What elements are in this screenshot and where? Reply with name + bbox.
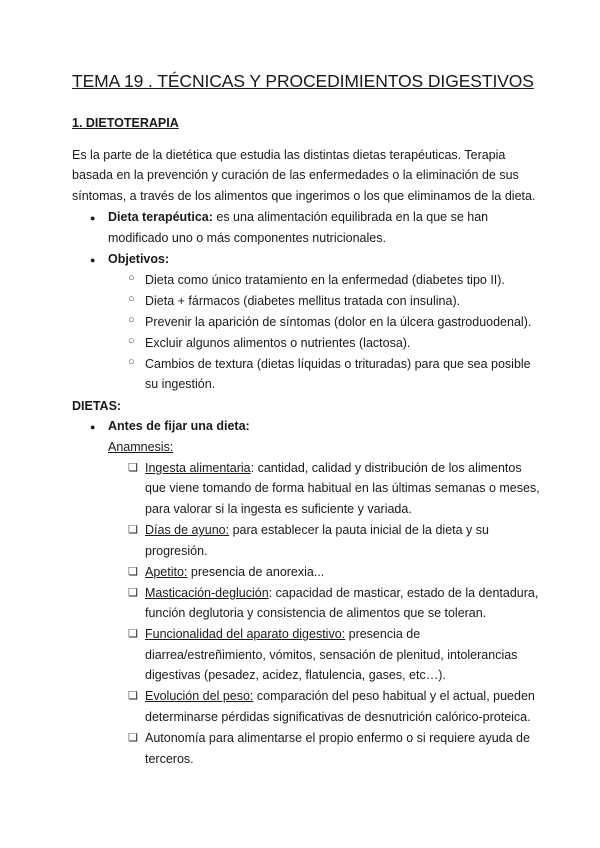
- objetivo-item: Dieta como único tratamiento en la enfermedad (diabetes tipo II).: [145, 273, 505, 287]
- item-cont: digestivas (pesadez, acidez, flatulencia, gases, etc…).: [145, 668, 446, 682]
- bullet-circle: ○: [128, 293, 135, 305]
- item-term: Evolución del peso:: [145, 689, 254, 703]
- objetivo-item: Cambios de textura (dietas líquidas o trituradas) para que sea posible: [145, 357, 531, 371]
- bullet-dot: ●: [90, 422, 96, 432]
- item-cont: función deglutoria y consistencia de alimentos que se toleran.: [145, 606, 487, 620]
- item-term: Apetito:: [145, 565, 188, 579]
- antes-label: Antes de fijar una dieta:: [108, 419, 250, 433]
- bullet-square: ❏: [128, 566, 138, 578]
- item-term: Masticación-deglución: [145, 586, 269, 600]
- bullet-square: ❏: [128, 587, 138, 599]
- item-cont: que viene tomando de forma habitual en las últimas semanas o meses,: [145, 481, 540, 495]
- list-item-cont: modificado uno o más componentes nutricionales.: [108, 231, 386, 245]
- bullet-square: ❏: [128, 690, 138, 702]
- item-term: Funcionalidad del aparato digestivo:: [145, 627, 346, 641]
- objetivo-item: Prevenir la aparición de síntomas (dolor en la úlcera gastroduodenal).: [145, 315, 532, 329]
- item-cont: progresión.: [145, 544, 208, 558]
- item-text: : cantidad, calidad y distribución de los alimentos: [250, 461, 522, 475]
- objetivo-item: Dieta + fármacos (diabetes mellitus tratada con insulina).: [145, 294, 461, 308]
- anamnesis-item: Autonomía para alimentarse el propio enfermo o si requiere ayuda de: [145, 731, 530, 745]
- item-cont: diarrea/estreñimiento, vómitos, sensación de plenitud, intolerancias: [145, 648, 518, 662]
- intro-line: Es la parte de la dietética que estudia las distintas dietas terapéuticas. Terapia: [72, 148, 506, 162]
- term: Dieta terapéutica:: [108, 210, 213, 224]
- objetivo-item: Excluir algunos alimentos o nutrientes (lactosa).: [145, 336, 411, 350]
- item-text: para establecer la pauta inicial de la dieta y su: [229, 523, 489, 537]
- bullet-circle: ○: [128, 314, 135, 326]
- anamnesis-label: Anamnesis:: [108, 440, 174, 454]
- definition: es una alimentación equilibrada en la que se han: [212, 210, 489, 224]
- objetivos-label: Objetivos:: [108, 252, 170, 266]
- anamnesis-item: [145, 523, 489, 537]
- item-cont: terceros.: [145, 752, 194, 766]
- item-cont: para valorar si la ingesta es suficiente y variada.: [145, 502, 412, 516]
- list-item: [108, 210, 488, 224]
- bullet-square: ❏: [128, 628, 138, 640]
- bullet-square: ❏: [128, 732, 138, 744]
- bullet-square: ❏: [128, 462, 138, 474]
- bullet-circle: ○: [128, 356, 135, 368]
- section-heading: 1. DIETOTERAPIA: [72, 116, 179, 130]
- item-text: presencia de: [345, 627, 421, 641]
- item-text: comparación del peso habitual y el actual, pueden: [253, 689, 535, 703]
- intro-line: basada en la prevención y curación de las enfermedades o la eliminación de sus: [72, 168, 519, 182]
- item-text: presencia de anorexia...: [187, 565, 325, 579]
- bullet-dot: ●: [90, 213, 96, 223]
- anamnesis-item: [145, 586, 538, 600]
- item-term: Días de ayuno:: [145, 523, 230, 537]
- objetivo-item-cont: su ingestión.: [145, 377, 216, 391]
- page-title: TEMA 19 . TÉCNICAS Y PROCEDIMIENTOS DIGESTIVOS: [72, 71, 534, 91]
- anamnesis-item: [145, 461, 522, 475]
- intro-line: síntomas, a través de los alimentos que ingerimos o los que eliminamos de la dieta.: [72, 189, 536, 203]
- bullet-circle: ○: [128, 335, 135, 347]
- bullet-square: ❏: [128, 524, 138, 536]
- bullet-circle: ○: [128, 272, 135, 284]
- dietas-heading: DIETAS:: [72, 399, 122, 413]
- item-text: : capacidad de masticar, estado de la dentadura,: [268, 586, 539, 600]
- anamnesis-item: [145, 627, 420, 641]
- item-term: Ingesta alimentaria: [145, 461, 251, 475]
- anamnesis-item: [145, 689, 535, 703]
- anamnesis-item: [145, 565, 324, 579]
- bullet-dot: ●: [90, 255, 96, 265]
- item-cont: determinarse pérdidas significativas de desnutrición calórico-proteica.: [145, 710, 531, 724]
